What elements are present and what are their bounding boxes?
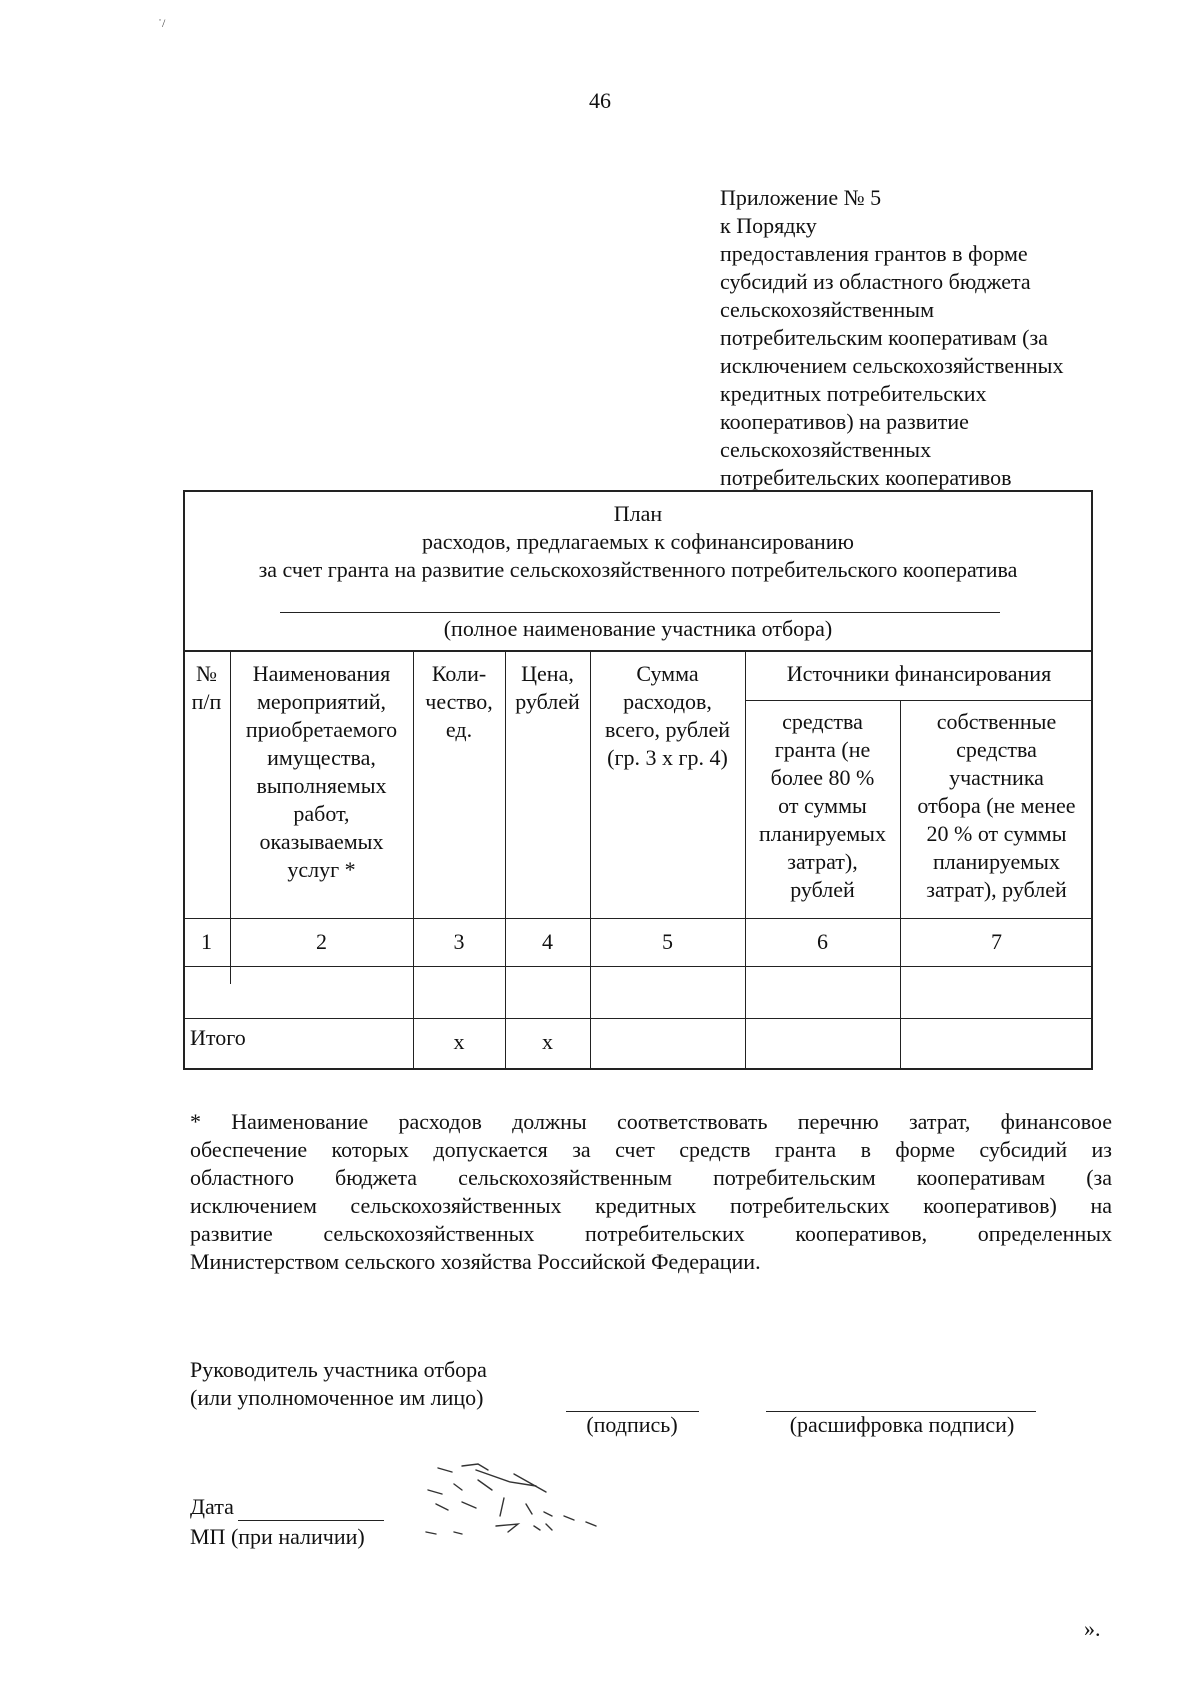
appendix-line: потребительских кооперативов	[720, 465, 1012, 490]
column-number: 7	[991, 929, 1002, 954]
footnote	[190, 1108, 1112, 1276]
header-total-sum: Сумма расходов, всего, рублей (гр. 3 х гр. 4)	[604, 661, 731, 770]
appendix-line: сельскохозяйственных	[720, 437, 932, 462]
header-grant-funds: средства гранта (не более 80 % от суммы планируемых затрат), рублей	[759, 709, 886, 902]
plan-title: План	[613, 501, 663, 526]
data-cell-grant[interactable]	[747, 968, 899, 1016]
total-grant-cell[interactable]	[747, 1020, 899, 1068]
date-label: Дата	[190, 1494, 234, 1519]
plan-subtitle: расходов, предлагаемых к софинансированию	[422, 529, 854, 554]
scan-mark: ˙/	[158, 16, 166, 30]
participant-name-field[interactable]	[280, 612, 1000, 613]
data-cell-sum[interactable]	[592, 968, 744, 1016]
header-quantity: Коли- чество, ед.	[425, 661, 493, 742]
closing-quote: ».	[1084, 1616, 1101, 1641]
page-number: 46	[589, 88, 611, 113]
total-own-cell[interactable]	[902, 1020, 1092, 1068]
footnote-line: исключением сельскохозяйственных кредитных потребительских кооперативов) на	[190, 1193, 1112, 1218]
footnote-line: обеспечение которых допускается за счет средств гранта в форме субсидий из	[190, 1137, 1112, 1162]
data-cell-activity[interactable]	[232, 968, 412, 1016]
scribble-mark	[418, 1460, 628, 1550]
table-divider	[183, 966, 1093, 967]
plan-title-block	[183, 500, 1093, 584]
header-own-funds: собственные средства участника отбора (не менее 20 % от суммы планируемых затрат), рублей	[917, 709, 1076, 902]
signature-decoding-caption: (расшифровка подписи)	[789, 1412, 1015, 1437]
table-divider	[183, 1018, 1093, 1019]
table-divider	[183, 918, 1093, 919]
column-number: 2	[316, 929, 327, 954]
header-number: № п/п	[191, 661, 222, 714]
data-cell-price[interactable]	[507, 968, 589, 1016]
appendix-line: к Порядку	[720, 213, 817, 238]
footnote-line: развитие сельскохозяйственных потребительских кооперативов, определенных	[190, 1221, 1112, 1246]
footnote-line: * Наименование расходов должны соответствовать перечню затрат, финансовое	[190, 1109, 1112, 1134]
appendix-line: субсидий из областного бюджета	[720, 269, 1031, 294]
appendix-line: потребительским кооперативам (за	[720, 325, 1048, 350]
total-label: Итого	[190, 1025, 246, 1050]
column-number: 3	[453, 929, 465, 954]
column-number: 5	[662, 929, 673, 954]
table-divider	[745, 700, 1093, 701]
total-price-mark: х	[542, 1029, 553, 1054]
header-activity-name: Наименования мероприятий, приобретаемого имущества, выполняемых работ, оказываемых услуг *	[245, 661, 398, 882]
total-quantity-mark: х	[453, 1029, 465, 1054]
appendix-line: предоставления грантов в форме	[720, 241, 1028, 266]
header-funding-sources: Источники финансирования	[786, 661, 1052, 686]
appendix-line: Приложение № 5	[720, 185, 882, 210]
signer-subtitle: (или уполномоченное им лицо)	[190, 1385, 484, 1410]
plan-subtitle: за счет гранта на развитие сельскохозяйственного потребительского кооператива	[258, 557, 1018, 582]
appendix-line: сельскохозяйственным	[720, 297, 934, 322]
data-cell-number[interactable]	[185, 968, 229, 1016]
footnote-line: Министерством сельского хозяйства Российской Федерации.	[190, 1249, 761, 1274]
column-number: 4	[542, 929, 553, 954]
date-field[interactable]	[238, 1520, 384, 1521]
table-top-border	[183, 650, 1093, 652]
appendix-line: кредитных потребительских	[720, 381, 987, 406]
header-price: Цена, рублей	[515, 661, 580, 714]
signer-block	[190, 1356, 487, 1412]
appendix-line: исключением сельскохозяйственных	[720, 353, 1064, 378]
data-cell-own[interactable]	[902, 968, 1092, 1016]
appendix-reference	[720, 184, 1170, 492]
column-number: 1	[201, 929, 212, 954]
stamp-label: МП (при наличии)	[190, 1524, 365, 1549]
data-cell-quantity[interactable]	[415, 968, 504, 1016]
signature-caption: (подпись)	[586, 1412, 678, 1437]
appendix-line: кооперативов) на развитие	[720, 409, 969, 434]
participant-name-caption: (полное наименование участника отбора)	[443, 616, 833, 641]
column-number: 6	[817, 929, 828, 954]
footnote-line: областного бюджета сельскохозяйственным потребительским кооперативам (за	[190, 1165, 1112, 1190]
total-sum-cell[interactable]	[592, 1020, 744, 1068]
signer-title: Руководитель участника отбора	[190, 1357, 487, 1382]
